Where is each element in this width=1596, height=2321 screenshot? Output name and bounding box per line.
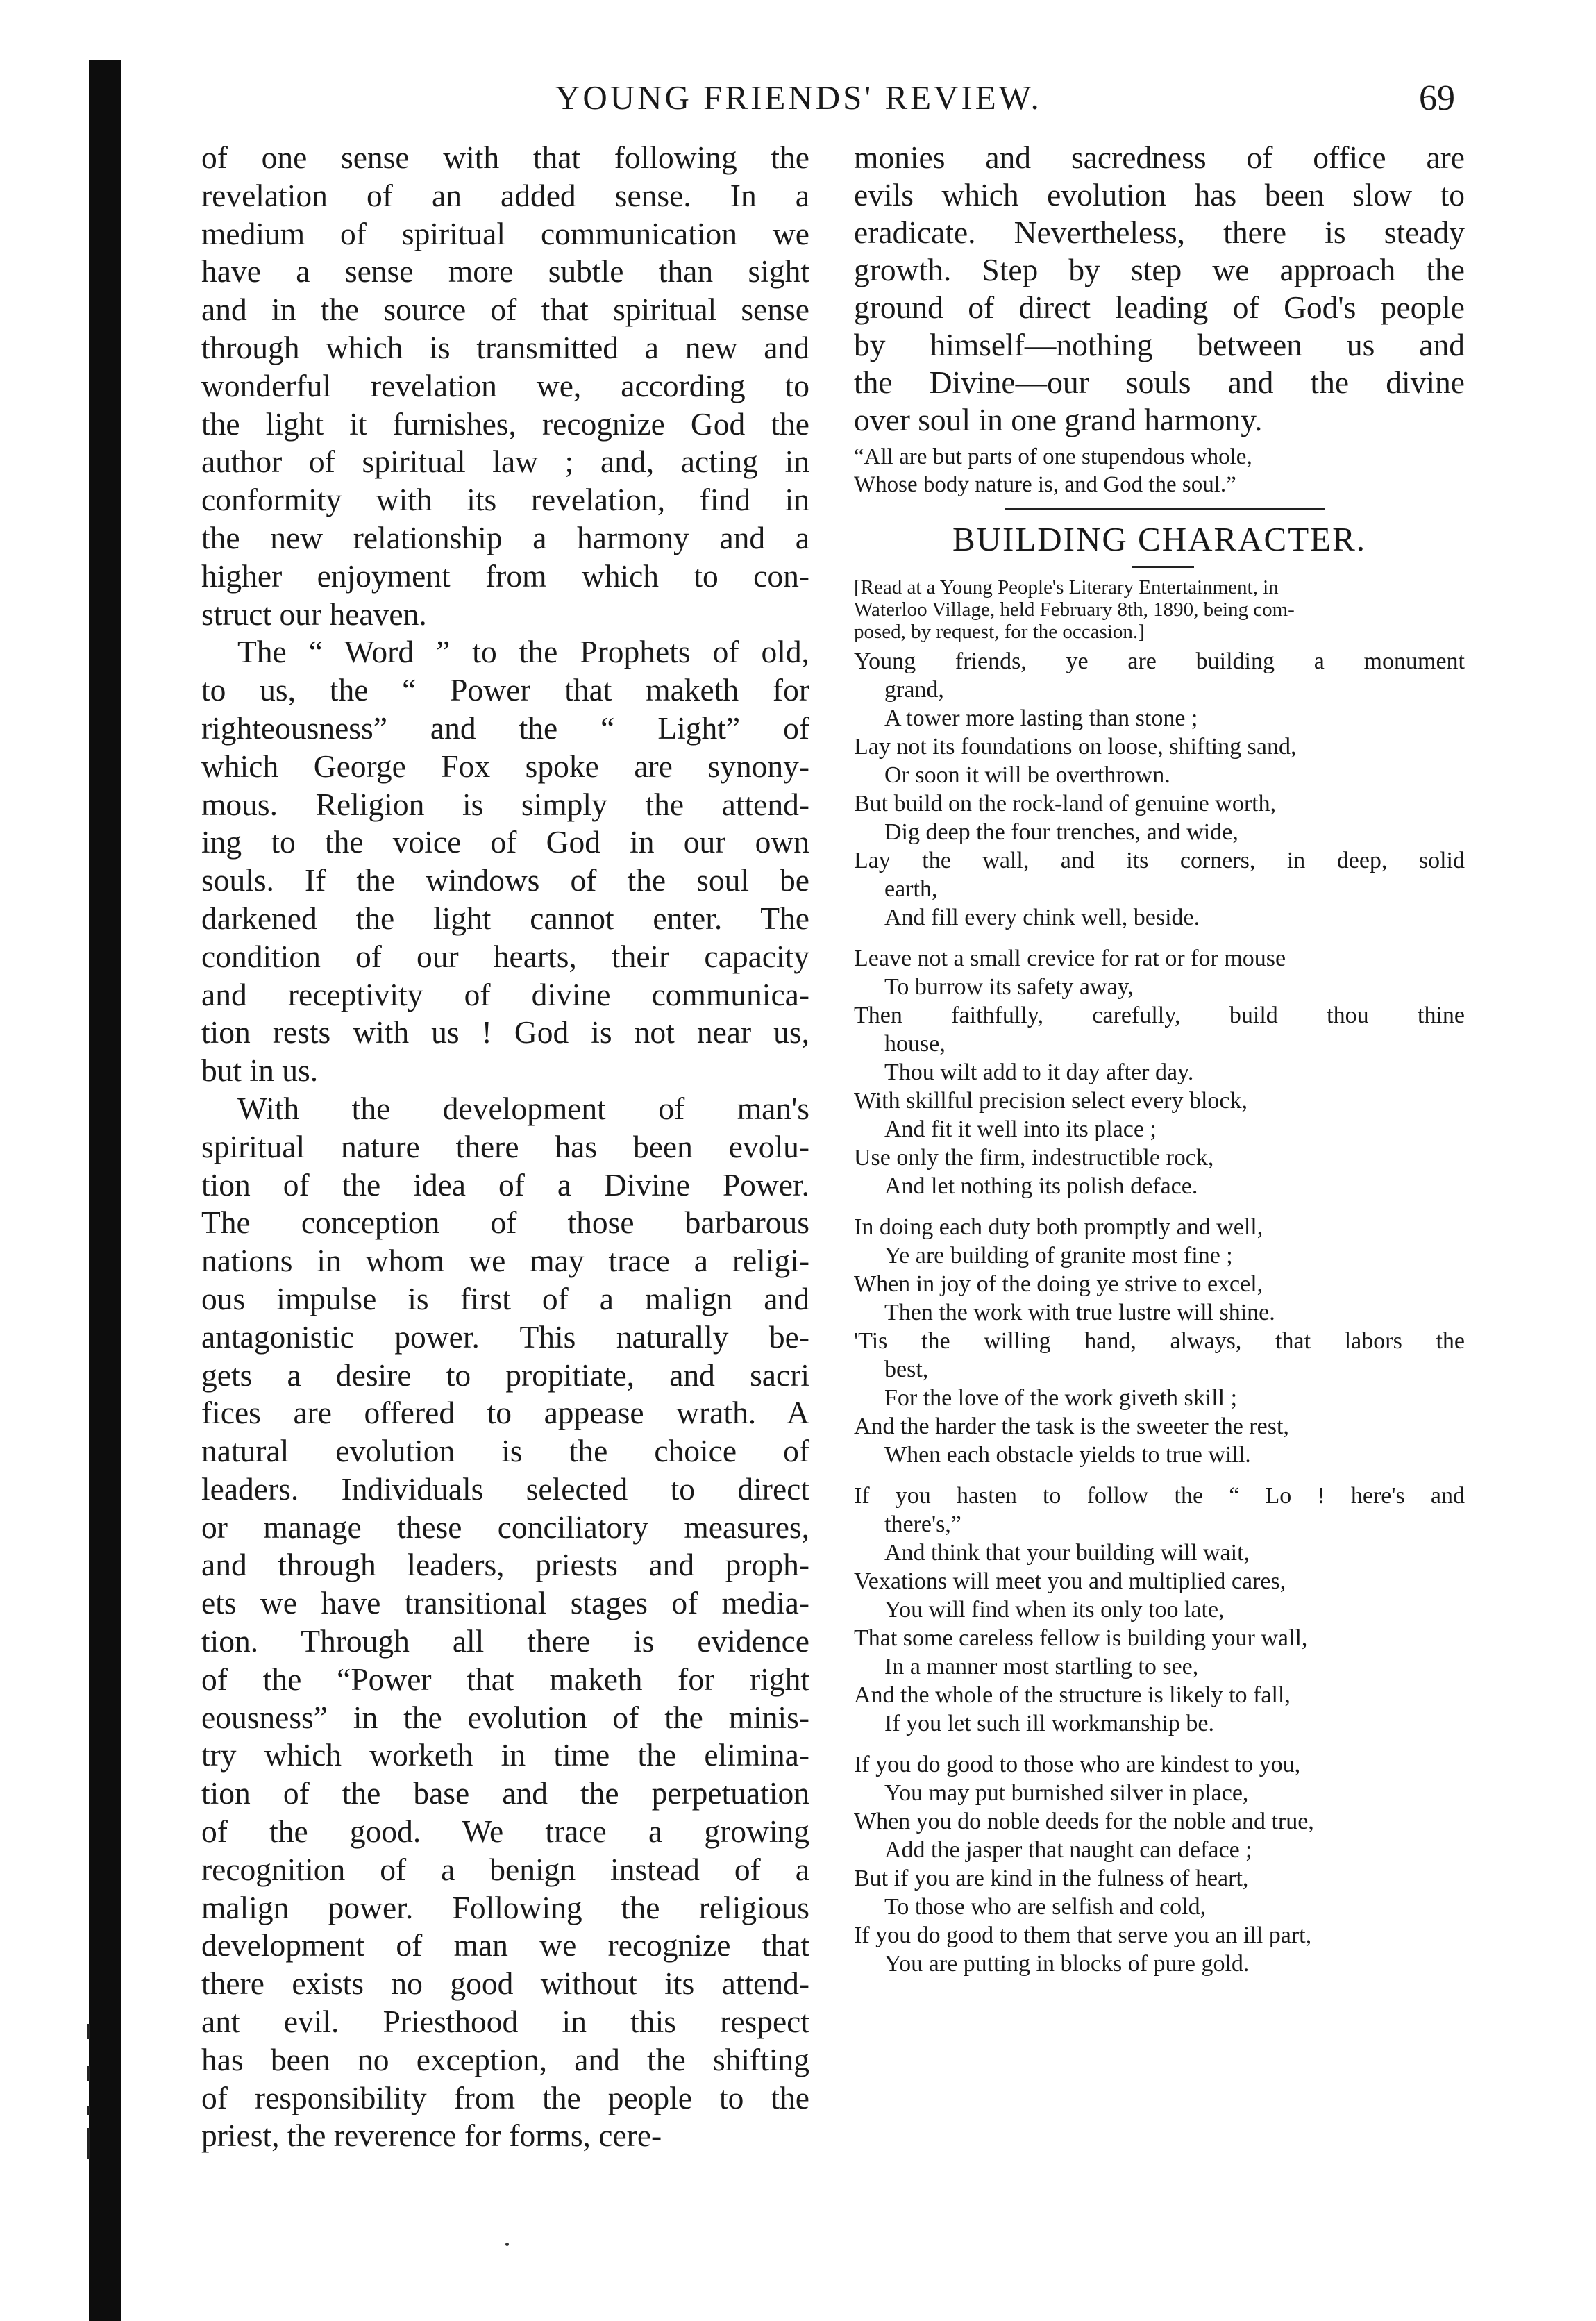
poem-line: And the whole of the structure is likely to fall, [854, 1682, 1291, 1708]
text-line: by himself—nothing between us and [854, 327, 1465, 362]
text-line: souls. If the windows of the soul be [201, 862, 809, 898]
note-line: [Read at a Young People's Literary Entertainment, in [854, 576, 1279, 598]
text-line: malign power. Following the religious [201, 1889, 809, 1925]
text-line: and in the source of that spiritual sense [201, 292, 809, 328]
article-title: BUILDING CHARACTER. [952, 520, 1367, 558]
text-line: over soul in one grand harmony. [854, 402, 1263, 437]
poem [854, 647, 1465, 1978]
poem-line: If you hasten to follow the “ Lo ! here's and [854, 1483, 1465, 1509]
text-line: revelation of an added sense. In a [201, 177, 809, 213]
text-line: monies and sacredness of office are [854, 140, 1465, 175]
text-line: antagonistic power. This naturally be- [201, 1318, 809, 1355]
poem-line: Use only the firm, indestructible rock, [854, 1145, 1214, 1171]
text-line: medium of spiritual communication we [201, 215, 809, 251]
text-line: gets a desire to propitiate, and sacri [201, 1357, 809, 1393]
note-line: posed, by request, for the occasion.] [854, 621, 1145, 643]
poem-line: You are putting in blocks of pure gold. [884, 1951, 1250, 1977]
poem-line: Then faithfully, carefully, build thou thine [854, 1003, 1465, 1028]
poem-line: When you do noble deeds for the noble and true, [854, 1809, 1314, 1834]
text-line: natural evolution is the choice of [201, 1433, 809, 1469]
page-number: 69 [1419, 78, 1455, 118]
poem-line: When each obstacle yields to true will. [884, 1442, 1251, 1468]
text-line: higher enjoyment from which to con- [201, 558, 809, 594]
poem-line: If you do good to them that serve you an ill part, [854, 1922, 1312, 1948]
poem-line: there's,” [884, 1511, 961, 1537]
text-line: righteousness” and the “ Light” of [201, 710, 809, 746]
poem-stanza [854, 1482, 1465, 1738]
page-header [0, 78, 1596, 133]
text-line: ing to the voice of God in our own [201, 824, 809, 860]
poem-line: Then the work with true lustre will shine. [884, 1300, 1275, 1325]
text-line: author of spiritual law ; and, acting in [201, 444, 809, 480]
poem-line: If you do good to those who are kindest to you, [854, 1752, 1301, 1777]
text-line: growth. Step by step we approach the [854, 252, 1465, 287]
poem-line: In a manner most startling to see, [884, 1654, 1199, 1679]
epigraph-line: Whose body nature is, and God the soul.” [854, 472, 1236, 497]
editorial-note [854, 576, 1465, 643]
poem-line: Lay not its foundations on loose, shifting sand, [854, 734, 1297, 760]
poem-stanza [854, 1750, 1465, 1978]
text-line: of the good. We trace a growing [201, 1813, 809, 1850]
text-line: of the “Power that maketh for right [201, 1661, 809, 1697]
print-speck [505, 2243, 509, 2246]
poem-line: Vexations will meet you and multiplied cares, [854, 1568, 1286, 1594]
section-divider [1005, 508, 1325, 510]
poem-line: A tower more lasting than stone ; [884, 705, 1198, 731]
text-line: ground of direct leading of God's people [854, 290, 1465, 325]
text-line: have a sense more subtle than sight [201, 253, 809, 290]
poem-line: But if you are kind in the fulness of heart, [854, 1866, 1249, 1891]
text-line: and through leaders, priests and proph- [201, 1547, 809, 1583]
text-line: recognition of a benign instead of a [201, 1851, 809, 1887]
epigraph-quote [854, 443, 1465, 498]
text-line: of one sense with that following the [201, 140, 809, 175]
text-line: try which worketh in time the elimina- [201, 1737, 809, 1773]
poem-line: earth, [884, 876, 938, 902]
poem-line: Leave not a small crevice for rat or for mouse [854, 946, 1286, 971]
poem-line: house, [884, 1031, 946, 1057]
poem-line: You will find when its only too late, [884, 1597, 1225, 1623]
epigraph-line: “All are but parts of one stupendous whole, [854, 444, 1252, 469]
running-title: YOUNG FRIENDS' REVIEW. [555, 78, 1042, 117]
text-line: spiritual nature there has been evolu- [201, 1128, 809, 1164]
margin-marks [87, 2024, 93, 2163]
left-column [201, 139, 809, 2155]
poem-line: And the harder the task is the sweeter the rest, [854, 1414, 1289, 1439]
poem-line: For the love of the work giveth skill ; [884, 1385, 1238, 1411]
text-line: tion. Through all there is evidence [201, 1623, 809, 1659]
note-line: Waterloo Village, held February 8th, 1890, being com- [854, 598, 1295, 621]
title-underline [1132, 566, 1194, 568]
poem-stanza [854, 647, 1465, 932]
poem-line: And think that your building will wait, [884, 1540, 1250, 1566]
poem-line: Young friends, ye are building a monument [854, 648, 1465, 674]
text-line: ant evil. Priesthood in this respect [201, 2004, 809, 2040]
text-line: evils which evolution has been slow to [854, 177, 1465, 212]
text-line: or manage these conciliatory measures, [201, 1509, 809, 1545]
poem-line: To burrow its safety away, [884, 974, 1134, 1000]
text-line: there exists no good without its attend- [201, 1966, 809, 2002]
poem-line: And fit it well into its place ; [884, 1116, 1157, 1142]
poem-line: Dig deep the four trenches, and wide, [884, 819, 1238, 845]
poem-line: You may put burnished silver in place, [884, 1780, 1249, 1806]
poem-line: 'Tis the willing hand, always, that labors the [854, 1328, 1465, 1354]
text-line: With the development of man's [237, 1090, 809, 1126]
poem-line: That some careless fellow is building your wall, [854, 1625, 1308, 1651]
continued-essay [854, 139, 1465, 439]
poem-line: In doing each duty both promptly and well, [854, 1214, 1263, 1240]
text-line: conformity with its revelation, find in [201, 482, 809, 518]
poem-line: And fill every chink well, beside. [884, 905, 1200, 930]
text-line: eousness” in the evolution of the minis- [201, 1699, 809, 1735]
poem-line: Thou wilt add to it day after day. [884, 1059, 1194, 1085]
text-line: tion rests with us ! God is not near us, [201, 1014, 809, 1050]
poem-line: Or soon it will be overthrown. [884, 762, 1170, 788]
text-line: The “ Word ” to the Prophets of old, [237, 634, 809, 670]
text-line: ous impulse is first of a malign and [201, 1280, 809, 1316]
poem-line: best, [884, 1357, 929, 1382]
text-line: condition of our hearts, their capacity [201, 938, 809, 974]
text-line: to us, the “ Power that maketh for [201, 672, 809, 708]
poem-stanza [854, 944, 1465, 1200]
text-line: tion of the base and the perpetuation [201, 1775, 809, 1811]
poem-line: If you let such ill workmanship be. [884, 1711, 1214, 1736]
poem-line: Ye are building of granite most fine ; [884, 1243, 1233, 1268]
poem-line: To those who are selfish and cold, [884, 1894, 1207, 1920]
text-line: The conception of those barbarous [201, 1205, 809, 1241]
poem-line: With skillful precision select every block, [854, 1088, 1248, 1114]
text-line: development of man we recognize that [201, 1927, 809, 1963]
binding-edge [89, 60, 121, 2321]
text-line: and receptivity of divine communica- [201, 976, 809, 1012]
text-line: fices are offered to appease wrath. A [201, 1395, 809, 1431]
text-line: wonderful revelation we, according to [201, 367, 809, 403]
text-line: through which is transmitted a new and [201, 329, 809, 365]
right-column [854, 139, 1465, 1991]
text-line: nations in whom we may trace a religi- [201, 1243, 809, 1279]
text-line: but in us. [201, 1053, 319, 1089]
poem-line: But build on the rock-land of genuine worth, [854, 791, 1277, 816]
text-line: leaders. Individuals selected to direct [201, 1470, 809, 1507]
text-line: the light it furnishes, recognize God the [201, 405, 809, 442]
text-line: priest, the reverence for forms, cere- [201, 2118, 662, 2154]
text-line: darkened the light cannot enter. The [201, 900, 809, 936]
text-line: the new relationship a harmony and a [201, 519, 809, 555]
poem-stanza [854, 1213, 1465, 1469]
poem-line: And let nothing its polish deface. [884, 1173, 1198, 1199]
text-line: ets we have transitional stages of media- [201, 1585, 809, 1621]
text-line: mous. Religion is simply the attend- [201, 786, 809, 822]
poem-line: Lay the wall, and its corners, in deep, solid [854, 848, 1465, 873]
text-line: the Divine—our souls and the divine [854, 365, 1465, 400]
poem-line: Add the jasper that naught can deface ; [884, 1837, 1252, 1863]
poem-line: grand, [884, 677, 944, 703]
text-line: eradicate. Nevertheless, there is steady [854, 215, 1465, 250]
text-line: struct our heaven. [201, 596, 427, 632]
text-line: tion of the idea of a Divine Power. [201, 1166, 809, 1203]
text-line: which George Fox spoke are synony- [201, 748, 809, 784]
poem-line: When in joy of the doing ye strive to excel, [854, 1271, 1263, 1297]
text-line: has been no exception, and the shifting [201, 2041, 809, 2077]
text-line: of responsibility from the people to the [201, 2079, 809, 2115]
